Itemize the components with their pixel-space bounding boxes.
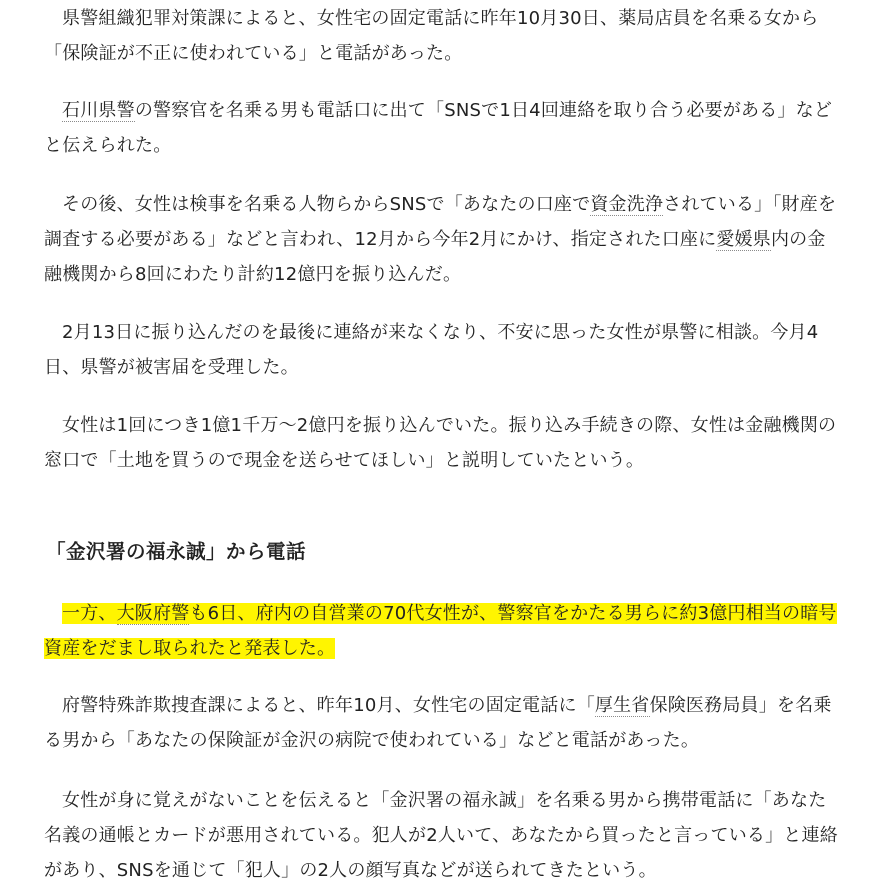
highlight xyxy=(44,603,837,659)
paragraph-text: 一方、 xyxy=(62,603,117,624)
paragraph-text: されている」「財産を調査する必要がある」などと言われ、12月から今年2月にかけ、指定された口座に xyxy=(44,194,837,250)
paragraph xyxy=(44,783,840,888)
paragraph xyxy=(44,187,840,292)
term-link-ehime[interactable]: 愛媛県 xyxy=(716,229,771,250)
paragraph-text: 内の金融機関から8回にわたり計約12億円を振り込んだ。 xyxy=(44,229,826,285)
paragraph-text: 女性が身に覚えがないことを伝えると「金沢署の福永誠」を名乗る男から携帯電話に「あなた名義の通帳とカードが悪用されている。犯人が2人いて、あなたから買ったと言っている」と連絡があり、SNSを通じて「犯人」の2人の顔写真などが送られてきたという。 xyxy=(44,790,838,881)
paragraph-text: 保険医務局員」を名乗る男から「あなたの保険証が金沢の病院で使われている」などと電話があった。 xyxy=(44,695,832,751)
paragraph-text: 府警特殊詐欺捜査課によると、昨年10月、女性宅の固定電話に「 xyxy=(62,695,595,716)
paragraph-text: の警察官を名乗る男も電話口に出て「SNSで1日4回連絡を取り合う必要がある」などと伝えられた。 xyxy=(44,100,833,156)
term-link-osaka-police[interactable]: 大阪府警 xyxy=(116,603,190,624)
paragraph-text: 県警組織犯罪対策課によると、女性宅の固定電話に昨年10月30日、薬局店員を名乗る女から「保険証が不正に使われている」と電話があった。 xyxy=(44,8,819,64)
highlighted-paragraph xyxy=(44,596,840,666)
paragraph-text: 女性は1回につき1億1千万～2億円を振り込んでいた。振り込み手続きの際、女性は金融機関の窓口で「土地を買うので現金を送らせてほしい」と説明していたという。 xyxy=(44,415,837,471)
paragraph xyxy=(44,93,840,163)
term-link-ishikawa-police[interactable]: 石川県警 xyxy=(62,100,135,121)
section-heading: 「金沢署の福永誠」から電話 xyxy=(46,540,307,563)
paragraph-text: 2月13日に振り込んだのを最後に連絡が来なくなり、不安に思った女性が県警に相談。今月4日、県警が被害届を受理した。 xyxy=(44,322,819,378)
paragraph xyxy=(44,688,840,758)
paragraph xyxy=(44,1,840,71)
paragraph-text: も6日、府内の自営業の70代女性が、警察官をかたる男らに約3億円相当の暗号資産をだまし取られたと発表した。 xyxy=(44,603,837,659)
paragraph xyxy=(44,408,840,478)
paragraph xyxy=(44,315,840,385)
term-link-money-laundering[interactable]: 資金洗浄 xyxy=(590,194,664,215)
paragraph-text: その後、女性は検事を名乗る人物らからSNSで「あなたの口座で xyxy=(62,194,591,215)
term-link-mhlw[interactable]: 厚生省 xyxy=(594,695,650,716)
